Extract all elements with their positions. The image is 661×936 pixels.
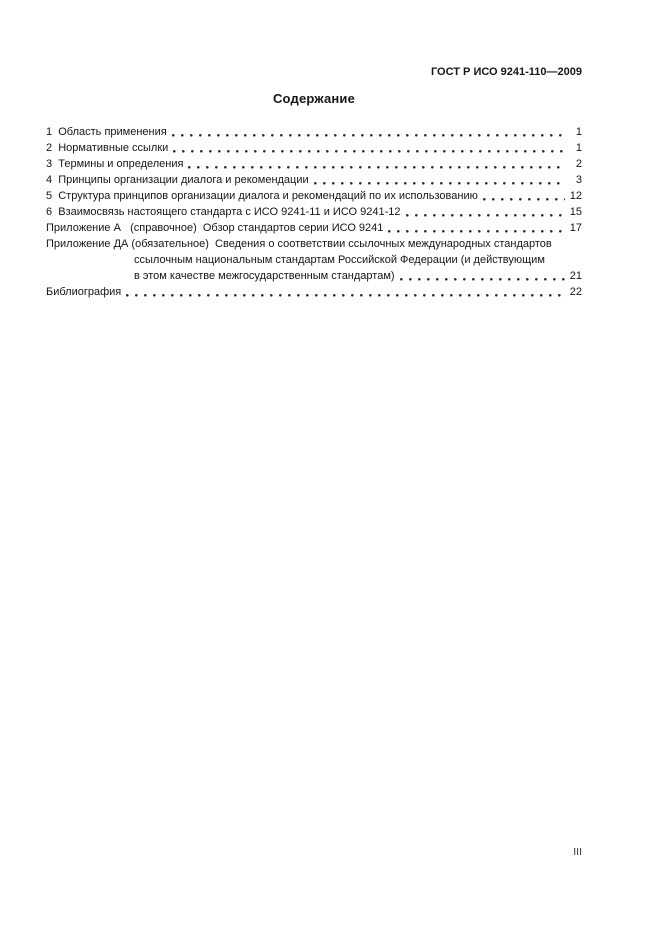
toc-entry — [46, 156, 582, 172]
toc-entry-page: 12 — [569, 190, 582, 202]
toc-entry-text: 3 Термины и определения — [46, 158, 184, 170]
toc-entry — [46, 284, 582, 300]
toc-entry — [46, 220, 582, 236]
page-number: III — [573, 846, 582, 858]
dot-leader — [386, 220, 565, 236]
toc-entry-continuation — [46, 268, 582, 284]
toc-entry-page: 1 — [575, 142, 582, 154]
toc-entry — [46, 140, 582, 156]
toc-entry — [46, 236, 582, 252]
dot-leader — [124, 284, 565, 300]
toc-entry-text: Библиография — [46, 286, 122, 298]
toc-entry-text: 1 Область применения — [46, 126, 167, 138]
document-number: ГОСТ Р ИСО 9241-110—2009 — [430, 66, 582, 78]
toc-entry-page: 1 — [575, 126, 582, 138]
toc-entry-page: 22 — [569, 286, 582, 298]
toc-entry-text: 6 Взаимосвязь настоящего стандарта с ИСО 9241-11 и ИСО 9241-12 — [46, 206, 401, 218]
toc-entry-page: 17 — [569, 222, 582, 234]
toc-entry-text: ссылочным национальным стандартам Российской Федерации (и действующим — [134, 254, 545, 266]
toc-entry-text: 2 Нормативные ссылки — [46, 142, 169, 154]
toc-entry — [46, 188, 582, 204]
dot-leader — [481, 188, 565, 204]
toc-entry-text: Приложение А (справочное) Обзор стандартов серии ИСО 9241 — [46, 222, 384, 234]
toc-entry-page: 15 — [569, 206, 582, 218]
dot-leader — [186, 156, 565, 172]
dot-leader — [312, 172, 565, 188]
toc-entry-text: в этом качестве межгосударственным стандартам) — [134, 270, 395, 282]
toc-entry-continuation — [46, 252, 582, 268]
table-of-contents — [46, 124, 582, 300]
toc-entry-page: 3 — [575, 174, 582, 186]
toc-entry — [46, 204, 582, 220]
toc-entry — [46, 172, 582, 188]
dot-leader — [404, 204, 565, 220]
toc-entry-text: Приложение ДА (обязательное) Сведения о соответствии ссылочных международных стандартов — [46, 238, 552, 250]
toc-entry-page: 21 — [569, 270, 582, 282]
dot-leader — [170, 124, 565, 140]
toc-entry-text: 5 Структура принципов организации диалога и рекомендаций по их использованию — [46, 190, 478, 202]
page-title: Содержание — [272, 91, 356, 106]
toc-entry-text: 4 Принципы организации диалога и рекомендации — [46, 174, 309, 186]
toc-entry — [46, 124, 582, 140]
dot-leader — [398, 268, 565, 284]
toc-entry-page: 2 — [575, 158, 582, 170]
dot-leader — [171, 140, 565, 156]
